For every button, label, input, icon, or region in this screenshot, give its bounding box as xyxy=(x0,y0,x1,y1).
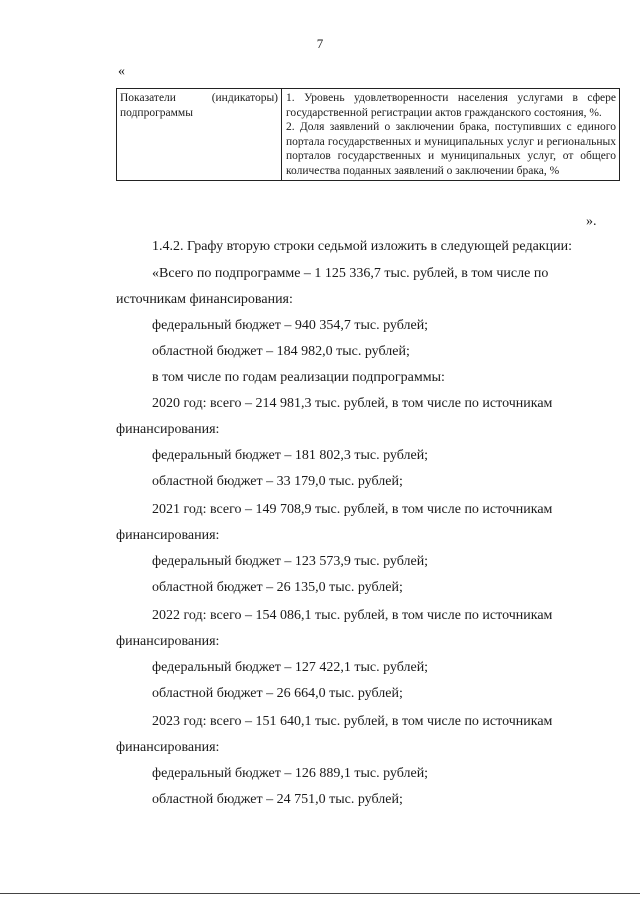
year-2020-sources: финансирования: xyxy=(116,422,220,437)
year-2023-total: 2023 год: всего – 151 640,1 тыс. рублей, в том числе по источникам xyxy=(152,714,553,729)
label-word-1: Показатели xyxy=(120,92,176,104)
year-2021-total: 2021 год: всего – 149 708,9 тыс. рублей, в том числе по источникам xyxy=(152,502,553,517)
year-2022-total: 2022 год: всего – 154 086,1 тыс. рублей, в том числе по источникам xyxy=(152,608,553,623)
year-2020-total: 2020 год: всего – 214 981,3 тыс. рублей, в том числе по источникам xyxy=(152,396,553,411)
closing-quote: ». xyxy=(586,214,597,229)
year-2020-regional: областной бюджет – 33 179,0 тыс. рублей; xyxy=(152,474,403,489)
opening-quote: « xyxy=(118,64,125,79)
paragraph-1-4-2: 1.4.2. Графу вторую строки седьмой изложить в следующей редакции: xyxy=(152,239,572,254)
year-2023-sources: финансирования: xyxy=(116,740,220,755)
indicator-1: 1. Уровень удовлетворенности населения услугами в сфере государственной регистрации актов гражданского состояния, %. xyxy=(286,92,616,119)
year-2021-regional: областной бюджет – 26 135,0 тыс. рублей; xyxy=(152,580,403,595)
total-regional: областной бюджет – 184 982,0 тыс. рублей; xyxy=(152,344,410,359)
page-bottom-rule xyxy=(0,893,640,894)
label-line-2: подпрограммы xyxy=(120,106,193,119)
year-2022-regional: областной бюджет – 26 664,0 тыс. рублей; xyxy=(152,686,403,701)
year-2021-federal: федеральный бюджет – 123 573,9 тыс. рублей; xyxy=(152,554,429,569)
by-years-heading: в том числе по годам реализации подпрограммы: xyxy=(152,370,445,385)
year-2022-federal: федеральный бюджет – 127 422,1 тыс. рублей; xyxy=(152,660,429,675)
table-value-cell xyxy=(282,89,619,180)
label-word-2: (индикаторы) xyxy=(211,92,278,104)
total-line-1: «Всего по подпрограмме – 1 125 336,7 тыс. рублей, в том числе по xyxy=(152,266,549,281)
page-number: 7 xyxy=(316,36,324,51)
table-label-cell xyxy=(117,89,282,180)
total-line-2: источникам финансирования: xyxy=(116,292,293,307)
year-2021-sources: финансирования: xyxy=(116,528,220,543)
year-2023-regional: областной бюджет – 24 751,0 тыс. рублей; xyxy=(152,792,403,807)
year-2020-federal: федеральный бюджет – 181 802,3 тыс. рублей; xyxy=(152,448,429,463)
indicator-2: 2. Доля заявлений о заключении брака, поступивших с единого портала государственных и муниципальных услуг и региональных порталов государственных и муниципальных услуг, от общего количества поданных заявлений о заключении брака, % xyxy=(286,121,616,177)
indicators-table xyxy=(116,88,620,181)
year-2023-federal: федеральный бюджет – 126 889,1 тыс. рублей; xyxy=(152,766,429,781)
year-2022-sources: финансирования: xyxy=(116,634,220,649)
total-federal: федеральный бюджет – 940 354,7 тыс. рублей; xyxy=(152,318,429,333)
